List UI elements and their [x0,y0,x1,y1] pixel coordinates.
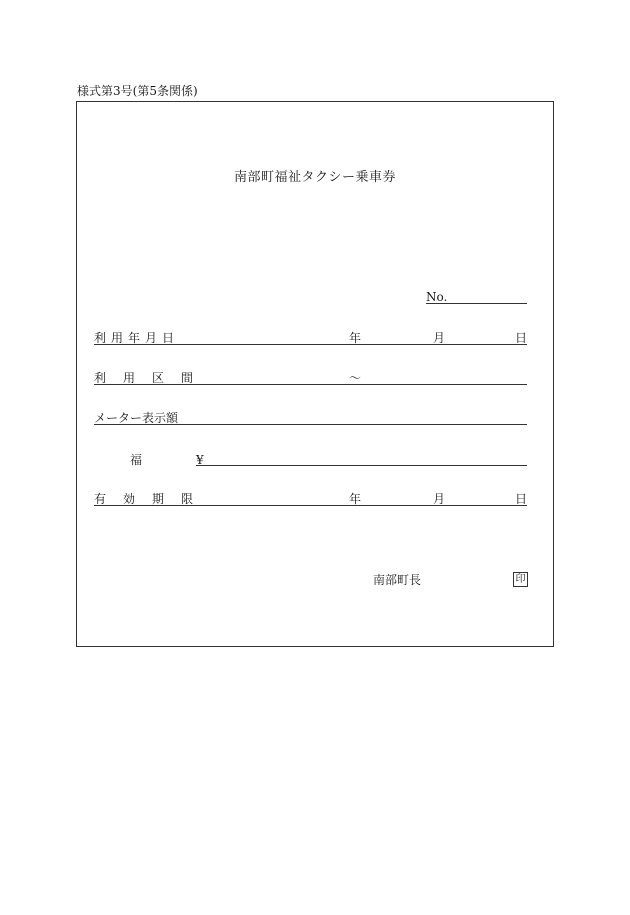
welfare-amount-field[interactable] [196,465,527,466]
usage-date-day: 日 [515,331,528,345]
form-label: 様式第3号(第5条関係) [77,84,198,98]
usage-date-year: 年 [349,331,362,345]
validity-year: 年 [349,492,362,506]
validity-field[interactable] [94,505,527,506]
welfare-label: 福 [130,453,143,467]
validity-month: 月 [433,492,446,506]
validity-day: 日 [515,492,528,506]
ticket-title: 南部町福祉タクシー乗車券 [233,170,396,185]
meter-amount-field[interactable] [94,424,527,425]
usage-date-month: 月 [433,331,446,345]
usage-date-label: 利用年月日 [94,331,180,345]
seal-stamp: 印 [513,572,528,587]
taxi-ticket [76,101,554,647]
welfare-currency: ¥ [196,453,204,467]
validity-label: 有効期限 [94,492,211,506]
usage-section-label: 利用区間 [94,371,211,385]
usage-section-separator: ～ [349,371,362,385]
ticket-number-label: No. [426,290,448,304]
meter-amount-label: メーター表示額 [94,411,179,425]
usage-date-field[interactable] [94,344,527,345]
issuer-name: 南部町長 [373,573,422,587]
ticket-number-field[interactable] [426,303,527,304]
usage-section-field[interactable] [94,384,527,385]
